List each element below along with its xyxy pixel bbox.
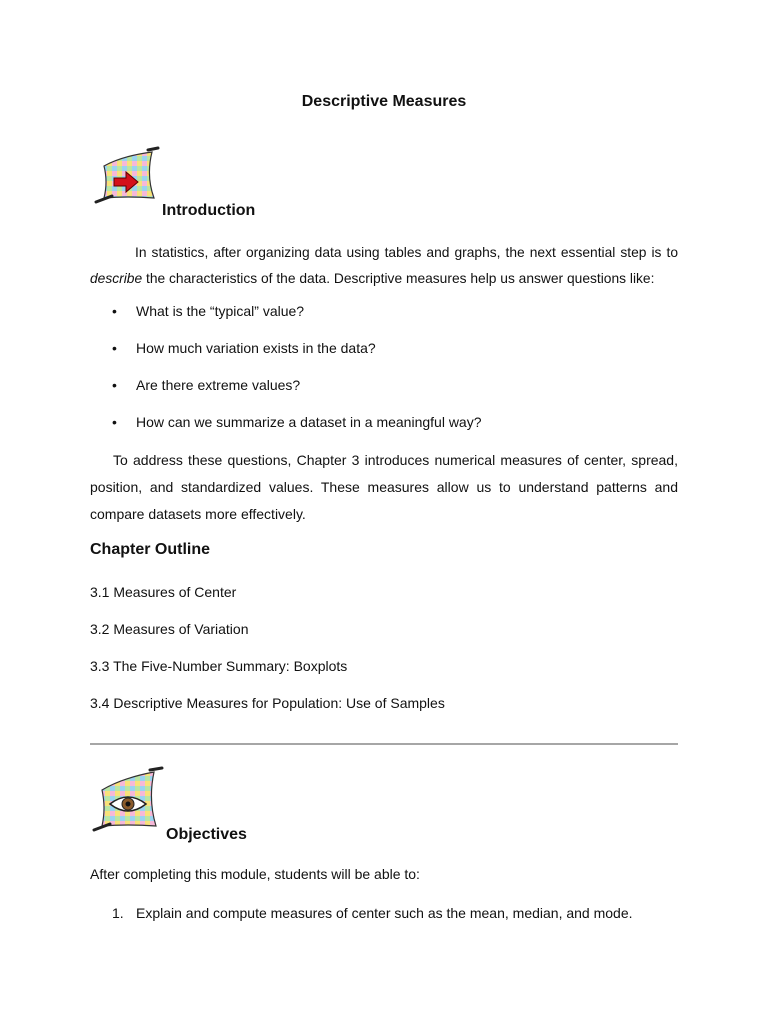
flag-eye-icon (90, 766, 168, 836)
objectives-intro: After completing this module, students will be able to: (90, 866, 420, 882)
address-paragraph: To address these questions, Chapter 3 introduces numerical measures of center, spread, position, and standardized values. These measures allow us to understand patterns and compare datasets more effectively. (90, 452, 678, 522)
intro-text-emphasis: describe (90, 271, 143, 286)
objective-text: Explain and compute measures of center such as the mean, median, and mode. (136, 905, 633, 921)
flag-arrow-icon (92, 146, 164, 208)
question-list (112, 301, 482, 449)
bullet-glyph: • (112, 303, 117, 319)
page-title: Descriptive Measures (301, 93, 467, 110)
list-item (112, 301, 482, 338)
intro-text-part1: In statistics, after organizing data using tables and graphs, the next essential step is to (135, 245, 678, 260)
intro-text-part2: the characteristics of the data. Descriptive measures help us answer questions like: (142, 271, 655, 286)
outline-item: 3.1 Measures of Center (90, 584, 237, 600)
objectives-heading: Objectives (166, 826, 247, 843)
question-text: How much variation exists in the data? (136, 340, 376, 356)
section-divider (90, 743, 678, 745)
bullet-glyph: • (112, 414, 117, 430)
introduction-heading: Introduction (162, 202, 256, 219)
bullet-glyph: • (112, 340, 117, 356)
list-item (112, 412, 482, 449)
list-item (112, 903, 633, 923)
introduction-paragraph (90, 240, 678, 292)
outline-item: 3.3 The Five-Number Summary: Boxplots (90, 658, 348, 674)
question-text: What is the “typical” value? (136, 303, 305, 319)
objectives-list (112, 903, 633, 923)
list-item (112, 338, 482, 375)
outline-item: 3.2 Measures of Variation (90, 621, 249, 637)
item-number: 1. (112, 905, 124, 921)
question-text: Are there extreme values? (136, 377, 301, 393)
bullet-glyph: • (112, 377, 117, 393)
chapter-outline-heading: Chapter Outline (90, 541, 211, 558)
outline-item: 3.4 Descriptive Measures for Population: Use of Samples (90, 695, 445, 711)
question-text: How can we summarize a dataset in a meaningful way? (136, 414, 482, 430)
list-item (112, 375, 482, 412)
chapter-outline-list (90, 582, 445, 730)
